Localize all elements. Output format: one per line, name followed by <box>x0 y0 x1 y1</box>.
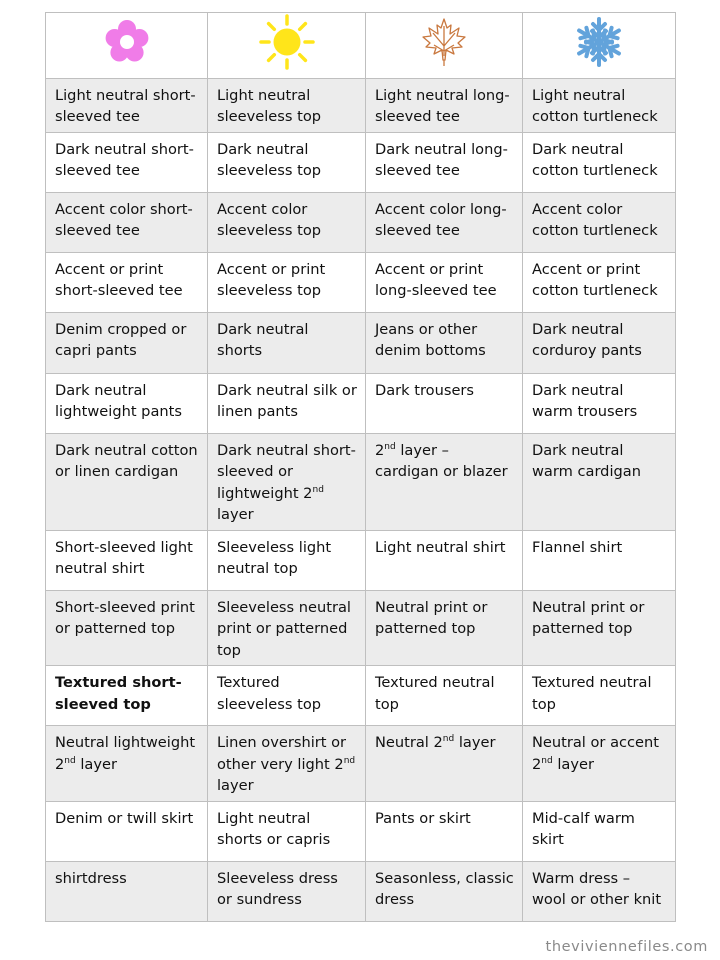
table-cell: Short-sleeved print or patterned top <box>46 590 208 666</box>
table-cell: shirtdress <box>46 861 208 921</box>
table-cell: Light neutral long-sleeved tee <box>366 78 523 132</box>
table-row <box>46 726 676 802</box>
winter-header-cell <box>523 13 676 79</box>
table-cell: Dark neutral long-sleeved tee <box>366 132 523 192</box>
summer-header-cell <box>208 13 366 79</box>
table-cell: Textured neutral top <box>523 666 676 726</box>
table-cell: Mid-calf warm skirt <box>523 801 676 861</box>
table-cell: Linen overshirt or other very light 2nd layer <box>208 726 366 802</box>
table-row <box>46 252 676 312</box>
table-cell: Dark neutral short-sleeved or lightweight 2nd layer <box>208 433 366 530</box>
table-cell: Accent or print short-sleeved tee <box>46 252 208 312</box>
spring-header-cell <box>46 13 208 79</box>
table-row <box>46 433 676 530</box>
table-cell: Light neutral short-sleeved tee <box>46 78 208 132</box>
table-row <box>46 590 676 666</box>
snowflake-icon <box>572 15 626 69</box>
table-cell: Dark neutral cotton or linen cardigan <box>46 433 208 530</box>
table-cell: Dark neutral corduroy pants <box>523 312 676 373</box>
table-cell: Sleeveless light neutral top <box>208 530 366 590</box>
table-cell: Dark neutral short-sleeved tee <box>46 132 208 192</box>
table-row <box>46 373 676 433</box>
table-cell: Textured neutral top <box>366 666 523 726</box>
table-cell: Denim or twill skirt <box>46 801 208 861</box>
season-header-row <box>46 13 676 79</box>
table-cell: Sleeveless dress or sundress <box>208 861 366 921</box>
site-watermark: theviviennefiles.com <box>545 939 708 955</box>
table-cell: Accent color long-sleeved tee <box>366 192 523 252</box>
table-cell: Neutral or accent 2nd layer <box>523 726 676 802</box>
table-cell: Textured sleeveless top <box>208 666 366 726</box>
table-row <box>46 801 676 861</box>
table-cell: Light neutral shirt <box>366 530 523 590</box>
table-cell: Pants or skirt <box>366 801 523 861</box>
table-cell: Dark neutral sleeveless top <box>208 132 366 192</box>
table-cell: Neutral lightweight 2nd layer <box>46 726 208 802</box>
table-cell: Neutral 2nd layer <box>366 726 523 802</box>
table-cell: Warm dress – wool or other knit <box>523 861 676 921</box>
maple-leaf-icon <box>418 16 470 68</box>
table-cell: Jeans or other denim bottoms <box>366 312 523 373</box>
table-row <box>46 861 676 921</box>
table-row <box>46 666 676 726</box>
table-cell: Dark neutral warm trousers <box>523 373 676 433</box>
fall-header-cell <box>366 13 523 79</box>
table-cell: 2nd layer – cardigan or blazer <box>366 433 523 530</box>
table-cell: Dark neutral warm cardigan <box>523 433 676 530</box>
table-cell: Accent or print sleeveless top <box>208 252 366 312</box>
flower-icon <box>101 16 153 68</box>
table-cell: Dark neutral cotton turtleneck <box>523 132 676 192</box>
table-cell: Accent color short-sleeved tee <box>46 192 208 252</box>
table-row <box>46 78 676 132</box>
table-cell: Neutral print or patterned top <box>523 590 676 666</box>
table-cell: Dark trousers <box>366 373 523 433</box>
table-cell: Short-sleeved light neutral shirt <box>46 530 208 590</box>
table-cell: Dark neutral shorts <box>208 312 366 373</box>
table-cell: Accent color cotton turtleneck <box>523 192 676 252</box>
table-cell: Light neutral shorts or capris <box>208 801 366 861</box>
table-cell: Light neutral sleeveless top <box>208 78 366 132</box>
sun-icon <box>258 13 316 71</box>
table-cell: Dark neutral silk or linen pants <box>208 373 366 433</box>
table-cell: Textured short-sleeved top <box>46 666 208 726</box>
table-cell: Accent or print long-sleeved tee <box>366 252 523 312</box>
table-row <box>46 312 676 373</box>
table-row <box>46 192 676 252</box>
table-cell: Sleeveless neutral print or patterned top <box>208 590 366 666</box>
table-cell: Light neutral cotton turtleneck <box>523 78 676 132</box>
table-cell: Dark neutral lightweight pants <box>46 373 208 433</box>
table-cell: Seasonless, classic dress <box>366 861 523 921</box>
table-cell: Accent or print cotton turtleneck <box>523 252 676 312</box>
table-row <box>46 132 676 192</box>
table-cell: Denim cropped or capri pants <box>46 312 208 373</box>
table-cell: Accent color sleeveless top <box>208 192 366 252</box>
table-cell: Flannel shirt <box>523 530 676 590</box>
wardrobe-table <box>45 12 676 922</box>
table-cell: Neutral print or patterned top <box>366 590 523 666</box>
table-row <box>46 530 676 590</box>
